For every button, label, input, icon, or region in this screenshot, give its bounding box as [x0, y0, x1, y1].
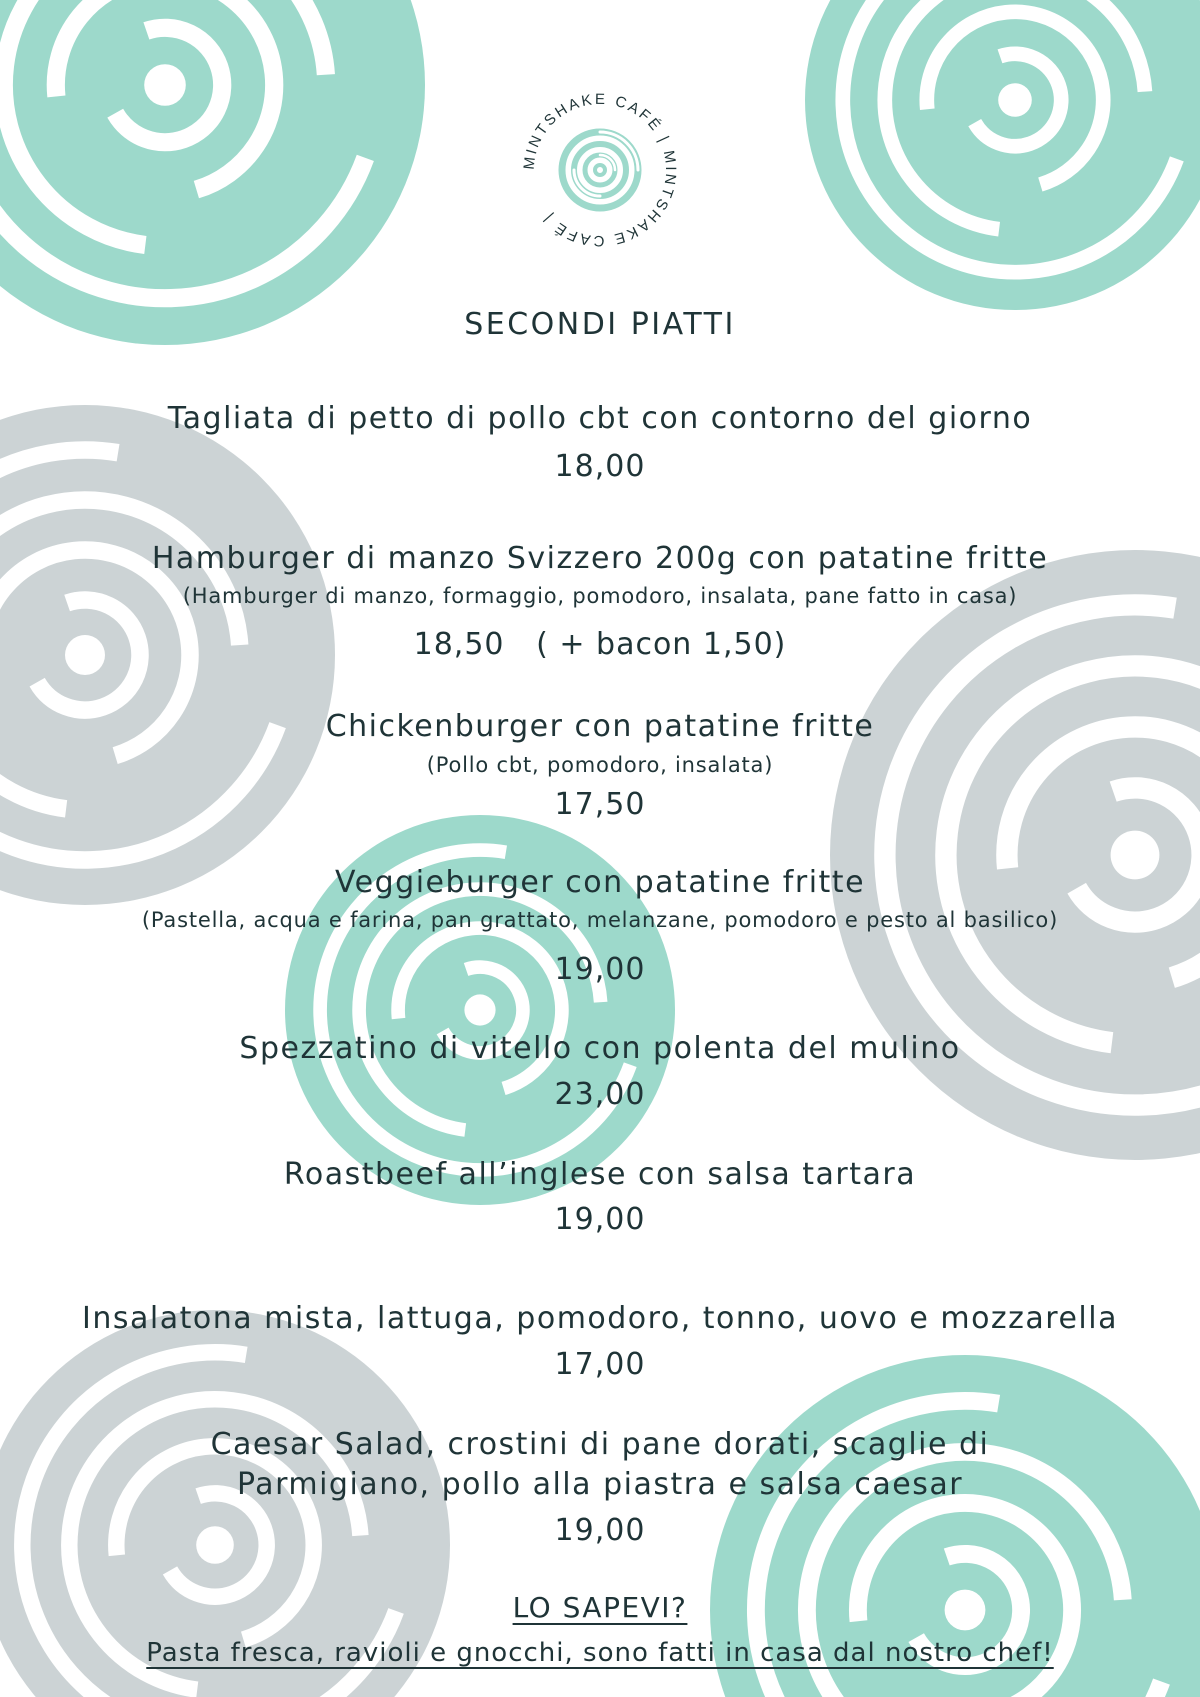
dish-name-line: Parmigiano, pollo alla piastra e salsa caesar	[236, 1467, 964, 1502]
dish-name: Spezzatino di vitello con polenta del mulino	[239, 1031, 961, 1066]
dish-price: 19,00	[554, 1202, 646, 1237]
dish-price: 17,50	[554, 787, 646, 822]
note-text: Pasta fresca, ravioli e gnocchi, sono fatti in casa dal nostro chef!	[146, 1638, 1054, 1668]
dish-price: 23,00	[554, 1077, 646, 1112]
dish-description: (Pollo cbt, pomodoro, insalata)	[426, 753, 774, 777]
dish-name-line: Caesar Salad, crostini di pane dorati, scaglie di	[210, 1427, 990, 1462]
dish-name: Hamburger di manzo Svizzero 200g con patatine fritte	[151, 541, 1049, 576]
dish-price: 19,00	[554, 1513, 646, 1548]
note-title: LO SAPEVI?	[512, 1591, 688, 1624]
dish-name: Veggieburger con patatine fritte	[334, 865, 866, 900]
dish-name: Insalatona mista, lattuga, pomodoro, tonno, uovo e mozzarella	[81, 1301, 1118, 1336]
dish-name: Chickenburger con patatine fritte	[325, 709, 875, 744]
dish-description: (Hamburger di manzo, formaggio, pomodoro, insalata, pane fatto in casa)	[182, 584, 1018, 608]
dish-price: 19,00	[554, 952, 646, 987]
dish-description: (Pastella, acqua e farina, pan grattato, melanzane, pomodoro e pesto al basilico)	[141, 908, 1059, 932]
dish-name: Tagliata di petto di pollo cbt con contorno del giorno	[167, 401, 1033, 436]
menu-title: SECONDI PIATTI	[464, 307, 736, 342]
logo-ring-text: MINTSHAKE CAFÉ | MINTSHAKE CAFÉ |	[520, 90, 680, 250]
dish-price: 17,00	[554, 1347, 646, 1382]
dish-price: 18,00	[554, 449, 646, 484]
dish-name: Roastbeef all’inglese con salsa tartara	[283, 1157, 917, 1192]
dish-price: 18,50 ( + bacon 1,50)	[413, 627, 787, 662]
